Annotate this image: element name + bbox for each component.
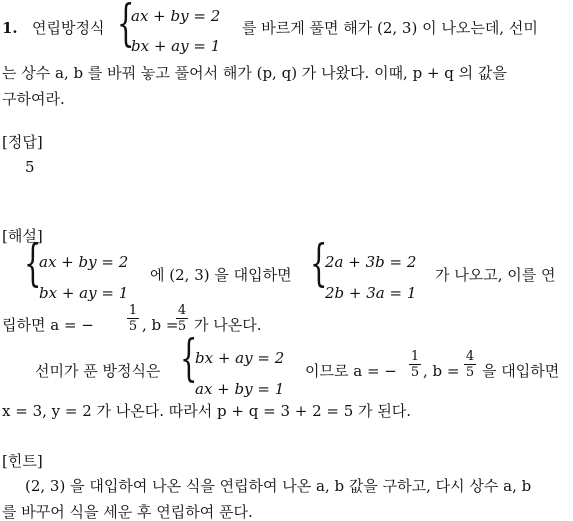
- fraction-2-den: 5: [177, 319, 187, 334]
- system-brace: {: [117, 0, 135, 52]
- solution-text-4: x = 3, y = 2 가 나온다. 따라서 p + q = 3 + 2 = 5 가 된다.: [2, 402, 412, 420]
- fraction-4: [464, 350, 476, 379]
- problem-text-start: 연립방정식: [32, 19, 105, 37]
- hint-line2: 를 바꾸어 식을 세운 후 연립하여 푼다.: [2, 503, 253, 521]
- solution-text-2c: 가 나온다.: [194, 316, 262, 334]
- solution-eq1: ax + by = 2: [39, 253, 129, 271]
- fraction-4-den: 5: [465, 365, 475, 380]
- fraction-3: [409, 350, 421, 379]
- solution-heading: [해설]: [2, 227, 43, 245]
- hint-heading: [힌트]: [2, 452, 43, 470]
- system-eq2: bx + ay = 1: [131, 37, 221, 55]
- solution-eq6: ax + by = 1: [195, 380, 285, 398]
- fraction-4-num: 4: [465, 349, 475, 364]
- solution-eq2: bx + ay = 1: [39, 284, 129, 302]
- fraction-2-num: 4: [177, 303, 187, 318]
- solution-text-1a: 에 (2, 3) 을 대입하면: [150, 266, 292, 284]
- fraction-3-num: 1: [410, 349, 420, 364]
- solution-eq3: 2a + 3b = 2: [325, 253, 417, 271]
- solution-text-1b: 가 나오고, 이를 연: [435, 266, 556, 284]
- solution-text-3c: , b =: [423, 362, 460, 380]
- solution-eq5: bx + ay = 2: [195, 349, 285, 367]
- fraction-3-den: 5: [410, 365, 420, 380]
- problem-text-cont: 를 바르게 풀면 해가 (2, 3) 이 나오는데, 선미: [242, 19, 538, 37]
- problem-line2: 는 상수 a, b 를 바꿔 놓고 풀어서 해가 (p, q) 가 나왔다. 이때, p + q 의 값을: [2, 64, 507, 82]
- fraction-1-den: 5: [128, 319, 138, 334]
- solution-brace-2: {: [310, 234, 328, 292]
- fraction-1-num: 1: [128, 303, 138, 318]
- solution-brace-1: {: [24, 234, 42, 292]
- system-eq1: ax + by = 2: [131, 7, 221, 25]
- problem-line3: 구하여라.: [2, 90, 65, 108]
- solution-text-3d: 을 대입하면: [482, 362, 560, 380]
- fraction-1: [127, 304, 139, 333]
- answer-value: 5: [25, 158, 35, 176]
- problem-number: 1.: [2, 19, 18, 37]
- solution-text-2b: , b =: [142, 316, 179, 334]
- solution-text-3b: 이므로 a = −: [305, 362, 397, 380]
- solution-brace-3: {: [180, 329, 198, 387]
- solution-text-3a: 선미가 푼 방정식은: [35, 362, 161, 380]
- hint-line1: (2, 3) 을 대입하여 나온 식을 연립하여 나온 a, b 값을 구하고, 다시 상수 a, b: [25, 477, 532, 495]
- solution-eq4: 2b + 3a = 1: [325, 284, 417, 302]
- solution-text-2a: 립하면 a = −: [2, 316, 94, 334]
- answer-heading: [정답]: [2, 133, 43, 151]
